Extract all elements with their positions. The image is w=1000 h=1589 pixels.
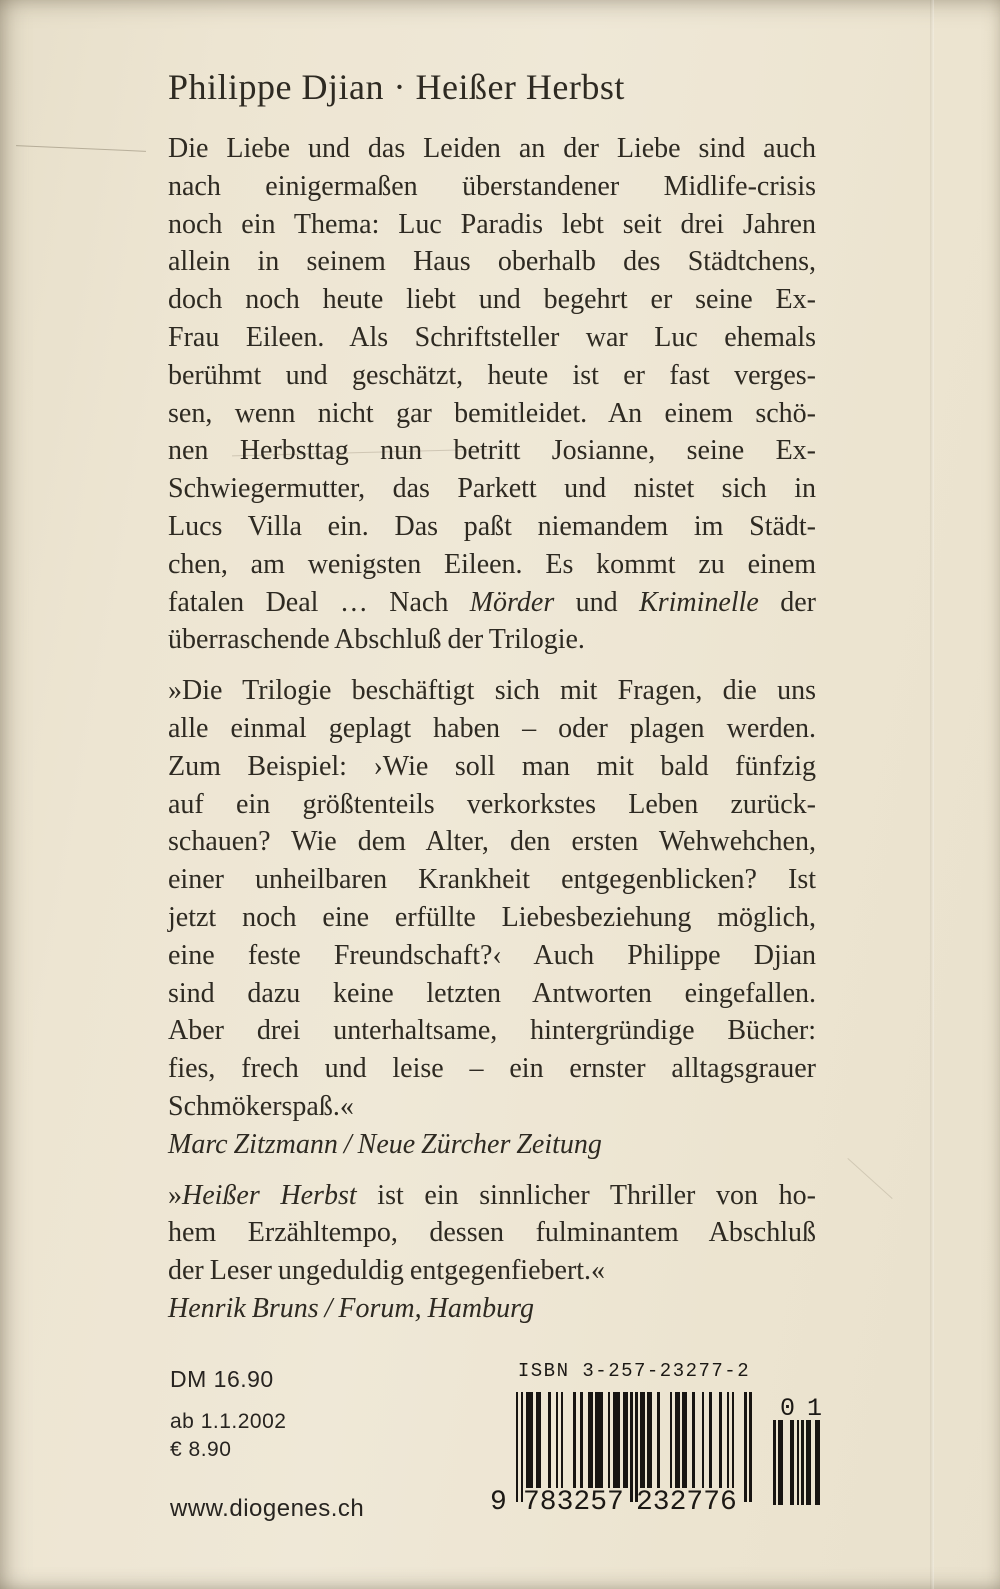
text-segment: doch noch heute liebt und begehrt er seine Ex- (168, 284, 816, 316)
text-line (168, 1050, 816, 1088)
text-segment: » (168, 1179, 182, 1211)
text-segment: alle einmal geplagt haben – oder plagen werden. (168, 712, 816, 744)
barcode-bar (801, 1420, 803, 1505)
text-line (168, 1214, 816, 1252)
review-attribution: Henrik Bruns / Forum, Hamburg (168, 1292, 534, 1324)
text-segment: sind dazu keine letzten Antworten eingefallen. (168, 977, 816, 1009)
barcode-bar (702, 1392, 704, 1488)
paper-crease (930, 0, 934, 1589)
book-title: Philippe Djian · Heißer Herbst (168, 67, 625, 107)
text-segment: einer unheilbaren Krankheit entgegenblicken? Ist (168, 864, 816, 896)
barcode-bar (719, 1392, 721, 1488)
text-segment: ist ein sinnlicher Thriller von ho- (356, 1179, 816, 1211)
barcode-bar (536, 1392, 541, 1488)
text-segment: eine feste Freundschaft?‹ Auch Philippe Djian (168, 939, 816, 971)
text-segment: Schwiegermutter, das Parkett und nistet sich in (168, 473, 816, 505)
barcode-bar (657, 1392, 659, 1488)
barcode-bar (588, 1392, 593, 1488)
text-line (168, 281, 816, 319)
barcode-bar (749, 1392, 751, 1502)
text-segment: chen, am wenigsten Eileen. Es kommt zu einem (168, 548, 816, 580)
text-segment: noch ein Thema: Luc Paradis lebt seit drei Jahren (168, 208, 816, 240)
text-segment: Aber drei unterhaltsame, hintergründige Bücher: (168, 1015, 816, 1047)
text-line (168, 861, 816, 899)
barcode-bar (773, 1420, 775, 1505)
text-segment: Lucs Villa ein. Das paßt niemandem im Städt- (168, 510, 816, 542)
text-segment: sen, wenn nicht gar bemitleidet. An einem schö- (168, 397, 816, 429)
barcode-bar (682, 1392, 687, 1488)
barcode-bar (732, 1392, 734, 1488)
review-quote-nzz (168, 672, 816, 1163)
text-line (168, 899, 816, 937)
text-segment: der Leser ungeduldig entgegenfiebert.« (168, 1255, 606, 1287)
isbn-label: ISBN 3-257-23277-2 (517, 1360, 751, 1382)
text-segment: und (554, 586, 640, 618)
barcode-bar (595, 1392, 602, 1488)
barcode-bar (580, 1392, 582, 1488)
barcode-bar (548, 1392, 550, 1488)
text-line (168, 937, 816, 975)
text-line (168, 1012, 816, 1050)
text-line (168, 584, 816, 622)
ean-digit-group-2: 232776 (636, 1487, 737, 1518)
barcode-bar (623, 1392, 628, 1488)
text-line (168, 748, 816, 786)
barcode-bar (778, 1420, 783, 1505)
barcode-bar (556, 1392, 558, 1488)
text-line (168, 1252, 816, 1290)
addon-digit-0: 0 (780, 1394, 796, 1423)
scratch-mark (16, 145, 146, 152)
text-line (168, 243, 816, 281)
barcode-bar (516, 1392, 518, 1502)
barcode-bar (608, 1392, 610, 1488)
text-line (168, 206, 816, 244)
text-line (168, 546, 816, 584)
review-attribution: Marc Zitzmann / Neue Zürcher Zeitung (168, 1128, 602, 1160)
text-line (168, 508, 816, 546)
website-url: www.diogenes.ch (170, 1495, 365, 1522)
text-segment: auf ein größtenteils verkorkstes Leben zurück- (168, 788, 816, 820)
text-segment: Frau Eileen. Als Schriftsteller war Luc ehemals (168, 321, 816, 353)
text-line (168, 823, 816, 861)
barcode-bar (640, 1392, 645, 1488)
italic-text-segment: Kriminelle (639, 586, 759, 618)
barcode-bar (727, 1392, 729, 1488)
text-segment: fies, frech und leise – ein ernster alltagsgrauer (168, 1053, 816, 1085)
barcode-bar (526, 1392, 533, 1488)
text-segment: schauen? Wie dem Alter, den ersten Wehwehchen, (168, 826, 816, 858)
text-segment: der (758, 586, 816, 618)
text-line (168, 130, 816, 168)
text-line (168, 357, 816, 395)
barcode-bar (573, 1392, 575, 1488)
barcode-bar (630, 1392, 632, 1502)
text-line (168, 470, 816, 508)
text-segment: hem Erzähltempo, dessen fulminantem Abschluß (168, 1217, 816, 1249)
addon-digit-1: 1 (807, 1394, 823, 1423)
barcode-bar (797, 1420, 799, 1505)
text-line (168, 319, 816, 357)
text-segment: allein in seinem Haus oberhalb des Städtchens, (168, 246, 816, 278)
text-segment: jetzt noch eine erfüllte Liebesbeziehung möglich, (168, 901, 816, 933)
text-line (168, 975, 816, 1013)
barcode-bar (790, 1420, 795, 1505)
text-segment: nach einigermaßen überstandener Midlife-crisis (168, 170, 816, 202)
barcode-bar (635, 1392, 637, 1502)
barcode-bar (815, 1420, 820, 1505)
barcode-bar (692, 1392, 694, 1488)
text-line (168, 621, 816, 659)
review-quote-forum (168, 1177, 816, 1328)
blurb-paragraph (168, 130, 816, 659)
text-segment: »Die Trilogie beschäftigt sich mit Fragen, die uns (168, 675, 816, 707)
barcode-bar (521, 1392, 523, 1502)
barcode-bar (675, 1392, 680, 1488)
text-line (168, 710, 816, 748)
price-dm: DM 16.90 (170, 1366, 274, 1392)
text-segment: berühmt und geschätzt, heute ist er fast verges- (168, 359, 816, 391)
barcode-bar (709, 1392, 711, 1488)
barcode-bar (744, 1392, 746, 1502)
text-line (168, 786, 816, 824)
text-column (168, 66, 816, 1341)
text-segment: Zum Beispiel: ›Wie soll man mit bald fünfzig (168, 750, 816, 782)
text-segment: überraschende Abschluß der Trilogie. (168, 624, 585, 656)
ean-digit-group-1: 783257 (523, 1487, 624, 1518)
barcode-bar (670, 1392, 672, 1488)
ean-barcode (516, 1392, 752, 1502)
italic-text-segment: Heißer Herbst (182, 1179, 357, 1211)
text-line (168, 432, 816, 470)
barcode-bar (561, 1392, 563, 1488)
text-line (168, 168, 816, 206)
barcode-bar (806, 1420, 811, 1505)
text-segment: fatalen Deal … Nach (168, 586, 470, 618)
text-segment: Schmökerspaß.« (168, 1090, 354, 1122)
italic-text-segment: Mörder (469, 586, 555, 618)
ean-addon-barcode (771, 1420, 820, 1505)
price-valid-from: ab 1.1.2002 (170, 1410, 287, 1433)
text-line (168, 1177, 816, 1215)
price-euro: € 8.90 (170, 1438, 232, 1461)
text-segment: nen Herbsttag nun betritt Josianne, seine Ex- (168, 435, 816, 467)
ean-digit-lead: 9 (490, 1487, 507, 1518)
barcode-bar (613, 1392, 620, 1488)
barcode-bar (647, 1392, 652, 1488)
text-line (168, 672, 816, 710)
text-line (168, 395, 816, 433)
text-segment: Die Liebe und das Leiden an der Liebe sind auch (168, 133, 816, 164)
scratch-mark (847, 1158, 892, 1199)
text-line (168, 1088, 816, 1126)
